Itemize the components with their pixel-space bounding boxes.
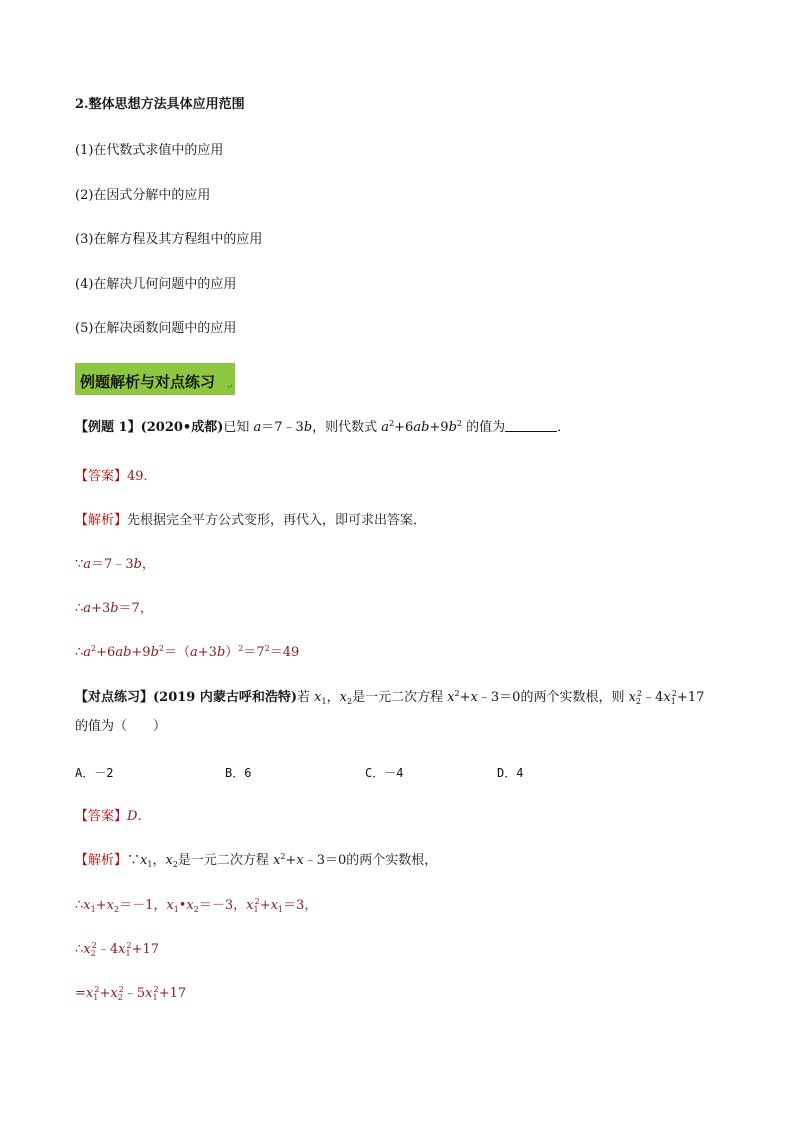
question-text: 已知 (223, 420, 254, 435)
practice-label: 【对点练习】 (75, 690, 154, 705)
banner-title: 例题解析与对点练习 (80, 373, 216, 391)
question-text: ，则代数式 (312, 420, 382, 435)
solution-step: $\therefore a^2+6ab+9b^2=(a+3b)^2=7^2=49$ (75, 644, 300, 660)
list-item: (5)在解决函数问题中的应用 (75, 321, 237, 336)
list-item: (3)在解方程及其方程组中的应用 (75, 232, 263, 247)
example-source: (2020•成都) (140, 420, 224, 435)
analysis-label: 【解析】 (75, 853, 128, 868)
list-item: (1)在代数式求值中的应用 (75, 143, 224, 158)
example-question: 【例题 1】(2020•成都)已知 a＝7﹣3b，则代数式 $a^2+6ab+9b^2$ 的值为 ． (75, 419, 571, 435)
option-a: A．－2 (75, 766, 114, 780)
answer-line (75, 469, 157, 485)
practice-question: 【对点练习】(2019 内蒙古呼和浩特)若 $x_1$，$x_2$是一元二次方程 $x^2+x﹣3=0$的两个实数根，则 $x_2^2﹣4x_1^2+17$ (75, 689, 705, 706)
question-text: 的值为 (462, 420, 506, 435)
analysis-line: 【解析】$\because x_1$，$x_2$是一元二次方程 $x^2+x﹣3=0$的两个实数根， (75, 852, 438, 869)
list-item: (4)在解决几何问题中的应用 (75, 277, 237, 292)
example-label: 【例题 1】 (75, 420, 141, 435)
section-title: 2.整体思想方法具体应用范围 (75, 97, 245, 112)
option-b: B．6 (225, 766, 252, 780)
analysis-text: 先根据完全平方公式变形，再代入，即可求出答案． (127, 513, 427, 528)
paragraph-mark-icon: ↵ (226, 382, 233, 391)
practice-source: (2019 内蒙古呼和浩特) (153, 690, 298, 705)
answer-value: 49． (127, 469, 157, 484)
math-a: a (253, 420, 262, 435)
practice-question-end: 的值为（ ） (75, 719, 167, 734)
answer-value: D． (127, 809, 151, 824)
answer-line (75, 809, 150, 825)
analysis-line (75, 513, 426, 529)
solution-step: $\therefore x_2^2﹣4x_1^2+17$ (75, 941, 160, 958)
solution-step: ∵a＝7﹣3b， (75, 557, 155, 572)
answer-label: 【答案】 (75, 809, 128, 824)
solution-step: $\therefore x_1+x_2=-1$，$x_1•x_2=-3$，$x_1^2+x_1=3$， (75, 897, 318, 914)
list-item: (2)在因式分解中的应用 (75, 188, 211, 203)
option-c: C．－4 (365, 766, 404, 780)
answer-label: 【答案】 (75, 469, 128, 484)
option-d: D．4 (497, 766, 524, 780)
solution-step: ∴a+3b＝7， (75, 601, 153, 616)
solution-step: $=x_1^2+x_2^2﹣5x_1^2+17$ (75, 985, 187, 1002)
answer-blank (505, 419, 557, 432)
section-banner (75, 363, 235, 395)
analysis-label: 【解析】 (75, 513, 128, 528)
